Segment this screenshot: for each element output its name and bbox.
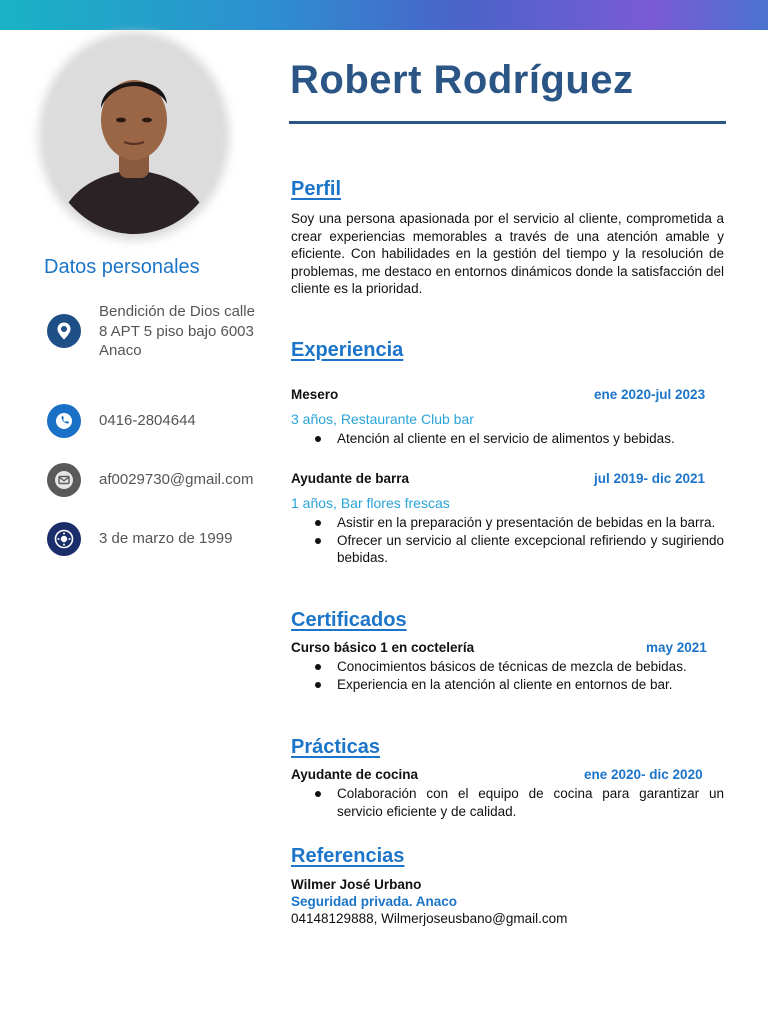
profile-summary: Soy una persona apasionada por el servicio al cliente, comprometida a crear experiencias memorables a través de una atención amable y eficiente. Con habilidades en la gestión del tiempo y la resolución de problemas, me destaco en entornos dinámicos donde la satisfacción del cliente es la prioridad. <box>291 211 724 296</box>
personal-data-heading: Datos personales <box>44 256 200 278</box>
practice-bullets <box>291 785 724 820</box>
job-title: Ayudante de barra <box>291 471 410 486</box>
section-title-referencias: Referencias <box>291 845 405 867</box>
address-line-3: Anaco <box>99 342 142 359</box>
section-title-experiencia: Experiencia <box>291 339 404 361</box>
address-line-1: Bendición de Dios calle <box>99 303 255 320</box>
name-divider <box>289 121 726 124</box>
reference-name: Wilmer José Urbano <box>291 877 422 892</box>
section-title-practicas: Prácticas <box>291 736 380 758</box>
job-bullets <box>291 430 724 448</box>
profile-photo <box>45 38 223 234</box>
list-item: Asistir en la preparación y presentación de bebidas en la barra. <box>291 514 724 532</box>
list-item: Experiencia en la atención al cliente en entornos de bar. <box>291 676 724 694</box>
phone-text: 0416-2804644 <box>99 412 196 429</box>
list-item: Atención al cliente en el servicio de alimentos y bebidas. <box>291 430 724 448</box>
birthday-text: 3 de marzo de 1999 <box>99 530 233 547</box>
certificate-date: may 2021 <box>646 640 707 655</box>
list-item: Ofrecer un servicio al cliente excepcional refiriendo y sugiriendo bebidas. <box>291 532 724 567</box>
job-bullets <box>291 514 724 567</box>
birthday-icon <box>47 522 81 556</box>
certificate-title: Curso básico 1 en coctelería <box>291 640 475 655</box>
list-item: Conocimientos básicos de técnicas de mezcla de bebidas. <box>291 658 724 676</box>
reference-contact: 04148129888, Wilmerjoseusbano@gmail.com <box>291 911 568 926</box>
location-pin-icon <box>47 314 81 348</box>
section-title-perfil: Perfil <box>291 178 342 200</box>
email-text: af0029730@gmail.com <box>99 471 254 488</box>
section-title-certificados: Certificados <box>291 609 407 631</box>
reference-organization: Seguridad privada. Anaco <box>291 894 458 909</box>
address-line-2: 8 APT 5 piso bajo 6003 <box>99 322 254 340</box>
certificate-bullets <box>291 658 724 693</box>
job-subtitle: 1 años, Bar flores frescas <box>291 495 450 511</box>
practice-date: ene 2020- dic 2020 <box>584 767 703 782</box>
job-date: jul 2019- dic 2021 <box>594 471 706 486</box>
phone-icon <box>47 404 81 438</box>
top-gradient-bar <box>0 0 768 30</box>
profile-photo-image <box>45 38 223 234</box>
practice-title: Ayudante de cocina <box>291 767 419 782</box>
address-text <box>99 302 255 361</box>
job-date: ene 2020-jul 2023 <box>594 387 706 402</box>
job-title: Mesero <box>291 387 339 402</box>
job-subtitle: 3 años, Restaurante Club bar <box>291 411 474 427</box>
candidate-name: Robert Rodríguez <box>290 58 634 102</box>
email-icon <box>47 463 81 497</box>
list-item: Colaboración con el equipo de cocina para garantizar un servicio eficiente y de calidad. <box>291 785 724 820</box>
